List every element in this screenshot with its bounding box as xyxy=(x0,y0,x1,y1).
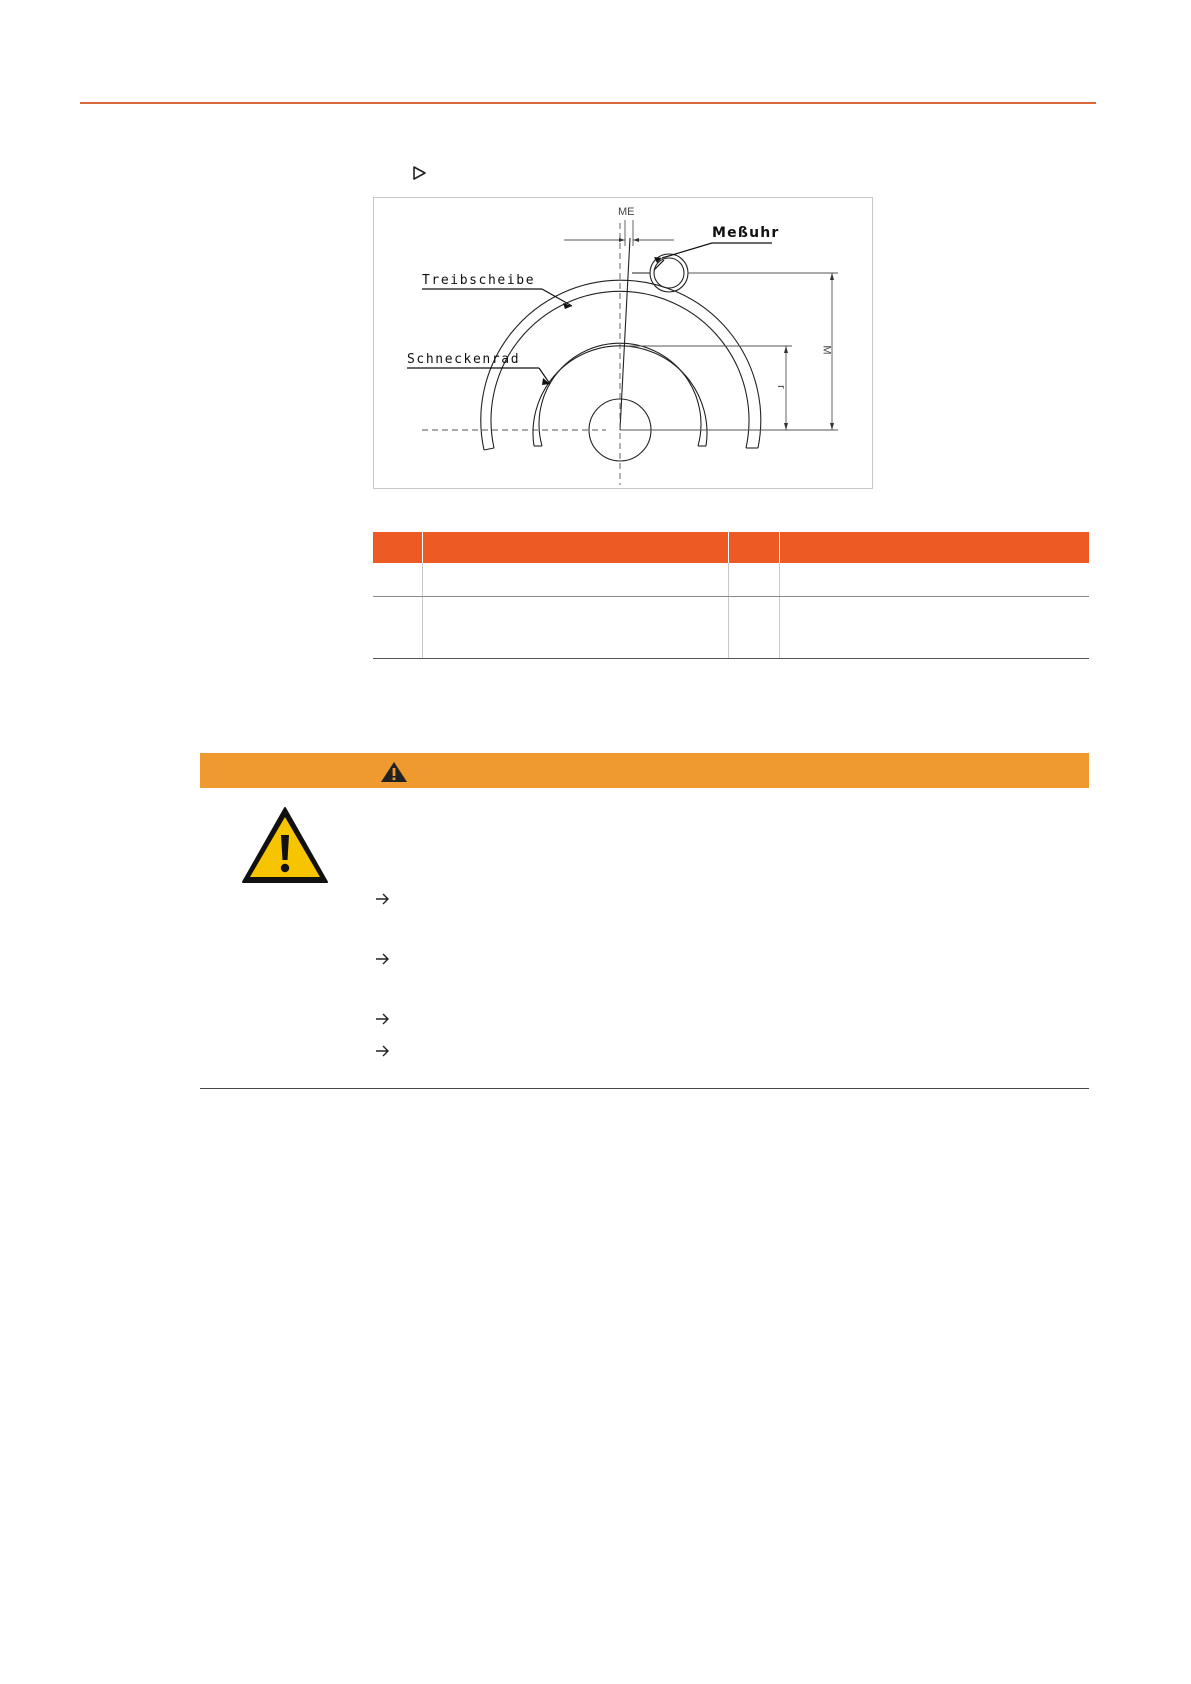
measurement-figure xyxy=(373,197,873,489)
arrow-right-icon xyxy=(373,1042,393,1060)
header-rule xyxy=(80,102,1096,104)
table-cell xyxy=(780,597,1089,659)
table-row xyxy=(373,563,1089,597)
warning-header-bar xyxy=(200,753,1089,788)
table-header-cell xyxy=(780,532,1089,563)
arrow-right-icon xyxy=(373,950,393,968)
table-cell xyxy=(729,597,780,659)
m-dimension-label: M xyxy=(820,345,833,355)
table-cell xyxy=(729,563,780,597)
arrow-right-icon xyxy=(373,890,393,908)
triangle-right-outline-icon xyxy=(411,165,427,181)
treibscheibe-label: Treibscheibe xyxy=(422,273,536,288)
table-header-row xyxy=(373,532,1089,563)
table-cell xyxy=(373,563,422,597)
measurement-drawing xyxy=(374,198,874,490)
table-row xyxy=(373,597,1089,659)
table-header-cell xyxy=(373,532,422,563)
table-header-cell xyxy=(729,532,780,563)
table-cell xyxy=(780,563,1089,597)
me-label: ME xyxy=(618,206,635,218)
table-cell xyxy=(422,597,729,659)
arrow-right-icon xyxy=(373,1010,393,1028)
table-cell xyxy=(422,563,729,597)
table-cell xyxy=(373,597,422,659)
schneckenrad-label: Schneckenrad xyxy=(407,352,521,367)
table-header-cell xyxy=(422,532,729,563)
warning-bottom-rule xyxy=(200,1088,1089,1089)
warning-triangle-icon xyxy=(380,761,408,783)
warning-sign-icon xyxy=(240,805,330,885)
messuhr-label: Meßuhr xyxy=(712,225,780,241)
spec-table xyxy=(373,532,1089,659)
r-dimension-label: r xyxy=(774,385,787,389)
